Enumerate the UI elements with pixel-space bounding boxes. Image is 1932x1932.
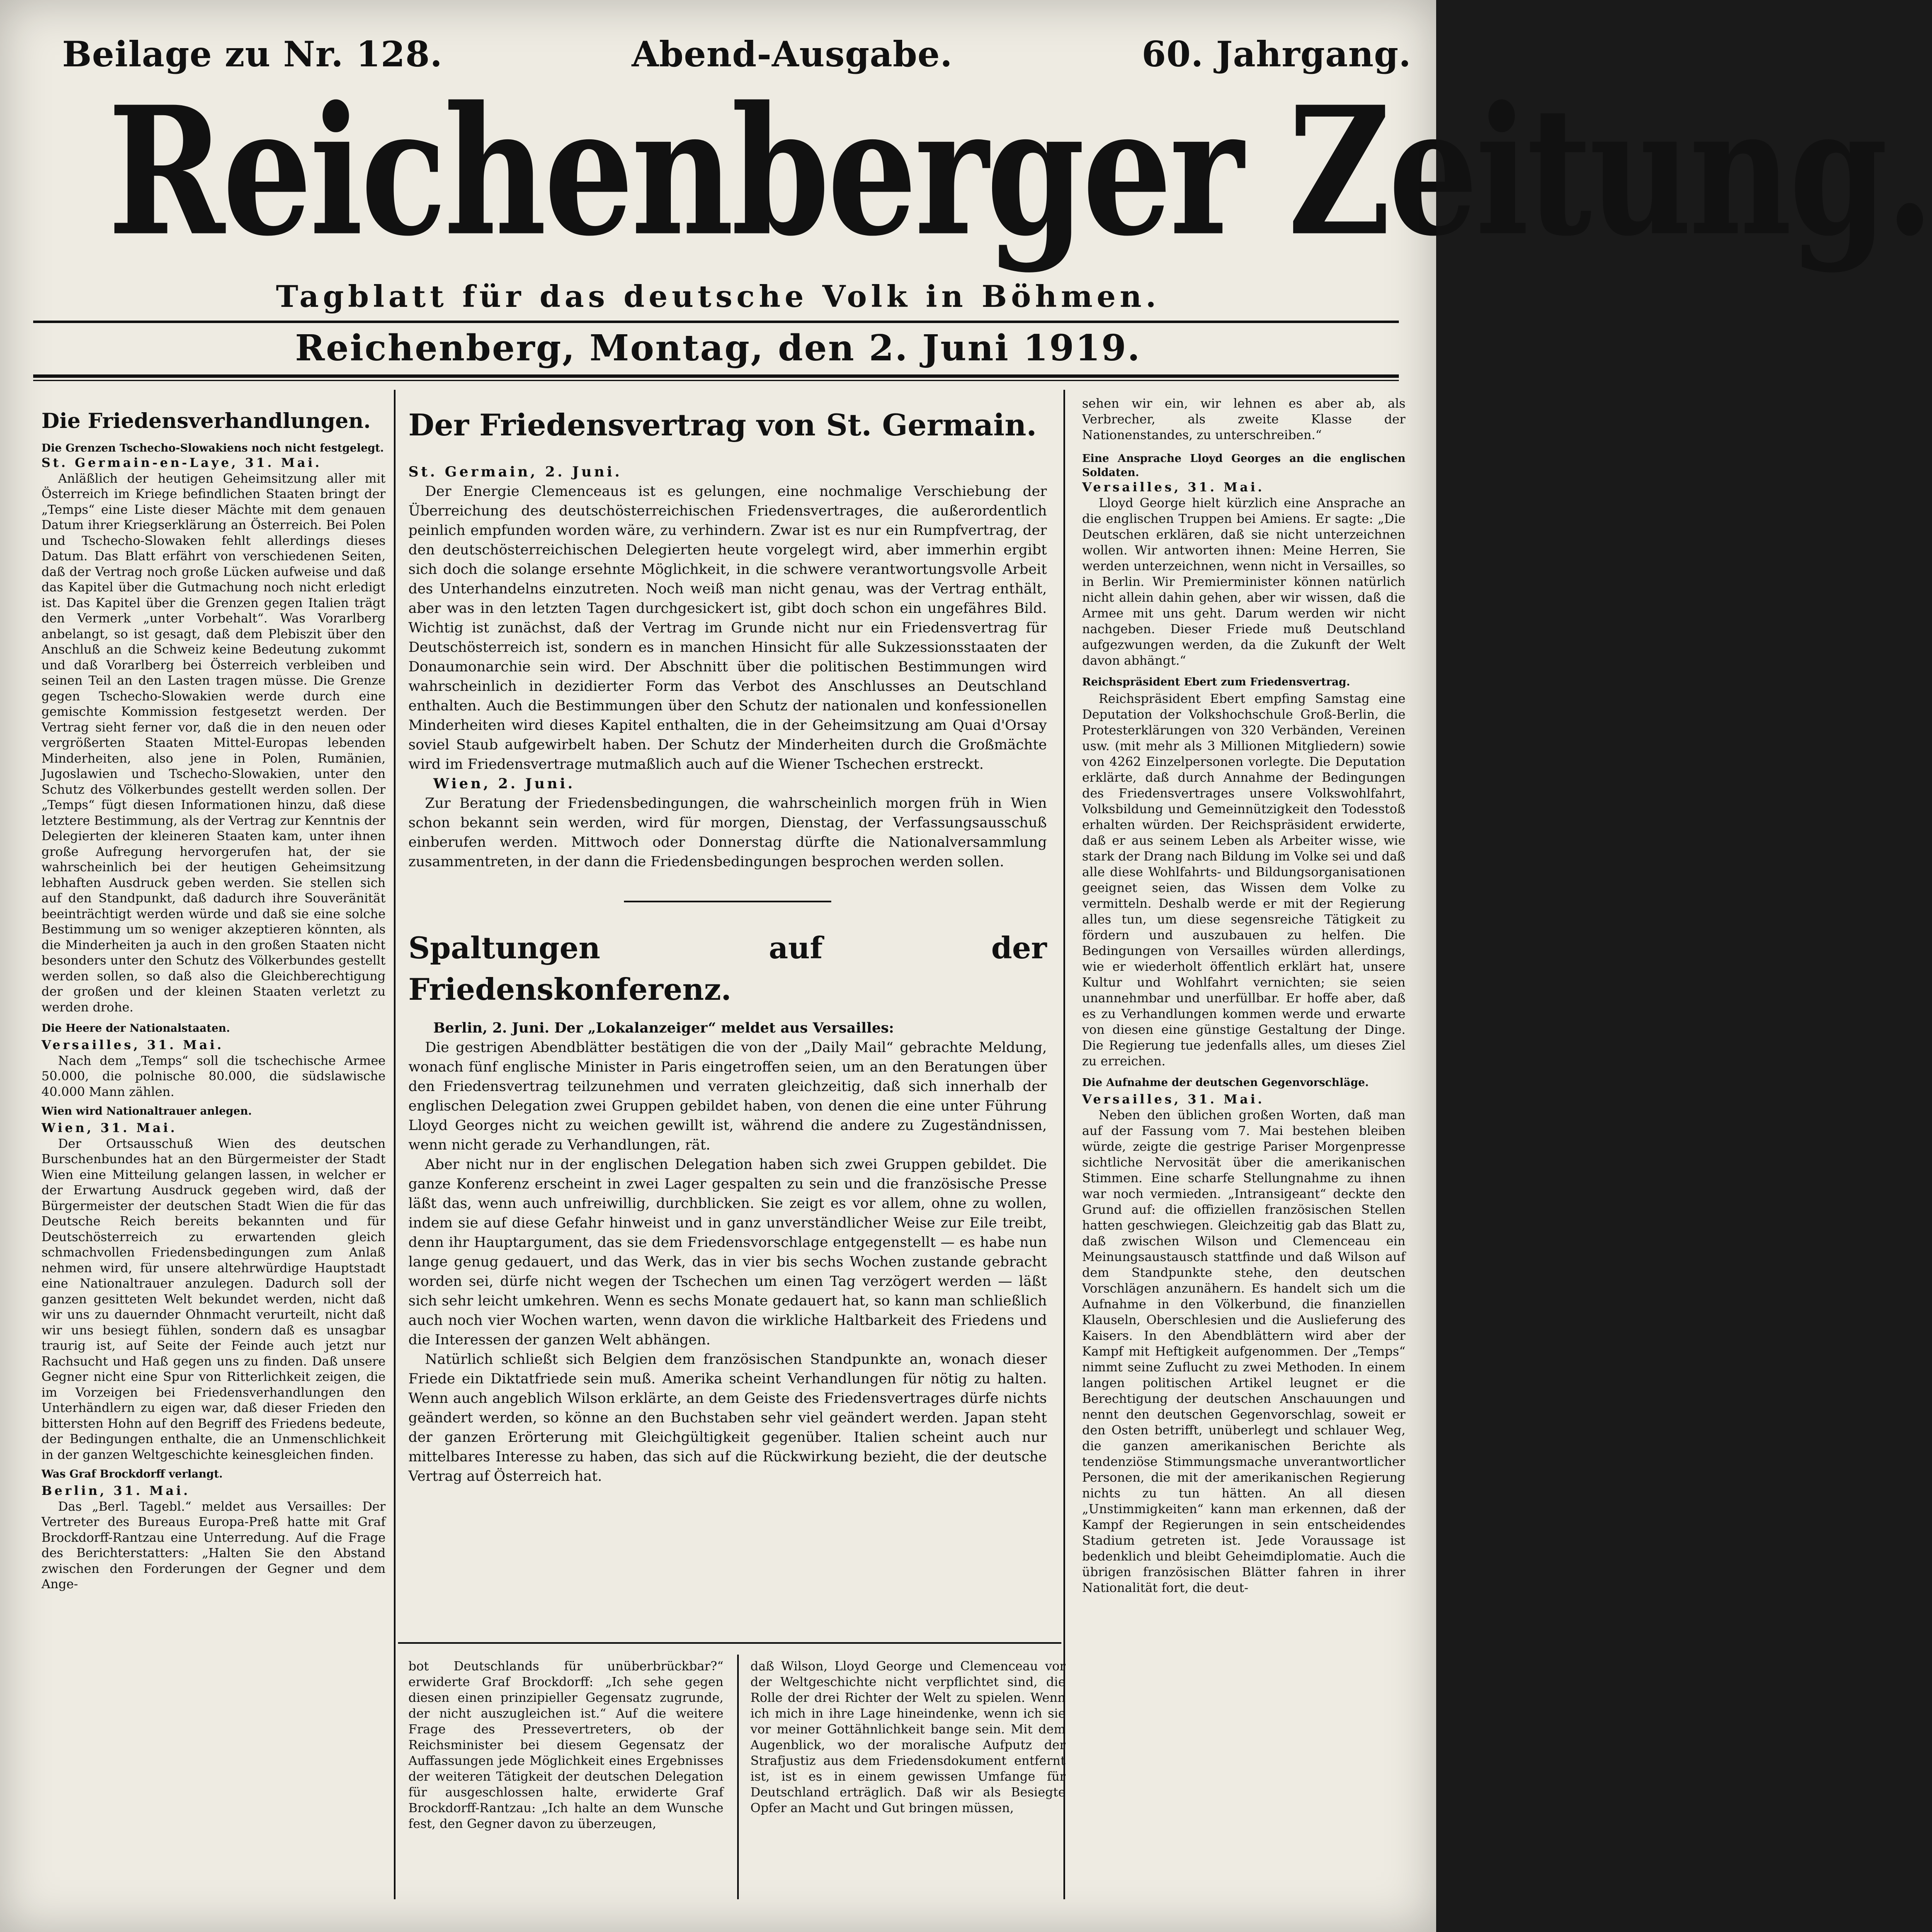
- article-heere-text: Nach dem „Temps“ soll die tschechische Armee 50.000, die polnische 80.000, die südslawische 40.000 Mann zählen.: [41, 1053, 386, 1099]
- article-spaltungen-text-2: Aber nicht nur in der englischen Delegation haben sich zwei Gruppen gebildet. Die ganze Konferenz erscheint in zwei Lager gespalten zu sein und die französische Presse läßt das, wenn auch unfreiwillig, durchblicken. Sie zeigt es vor allem, ohne zu wollen, indem sie auf diese Gefahr hinweist und in ganz unverständlicher Weise zur Eile treibt, denn ihr Hauptargument, das sie dem Friedensvorschlage entgegenstellt — es habe nun lange genug gedauert, und das Werk, das in vier bis sechs Wochen zustande gebracht worden sei, dürfe nicht wegen der Tschechen um einen Tag verzögert werden — läßt sich sehr leicht umkehren. Wenn es sechs Monate gedauert hat, so kann man schließlich auch noch vier Wochen warten, wenn davon die wirkliche Haltbarkeit des Friedens und die Interessen der ganzen Welt abhängen.: [408, 1156, 1047, 1348]
- place-berlin-1: Berlin, 31. Mai.: [41, 1484, 190, 1498]
- article-friedensvertrag-text: Der Energie Clemenceaus ist es gelungen, eine nochmalige Verschiebung der Überreichung des deutschösterreichischen Friedensvertrages, die außerordentlich peinlich empfunden worden wäre, zu verhindern. Zwar ist es nur ein Rumpfvertrag, der den deutschösterreichischen Delegierten heute vorgelegt wird, aber immerhin ergibt sich doch die solange ersehnte Möglichkeit, in die schwere verantwortungsvolle Arbeit des Unterhandelns einzutreten. Noch weiß man nicht genau, was der Vertrag enthält, aber was in den letzten Tagen durchgesickert ist, gibt doch schon ein ungefähres Bild. Wichtig ist zunächst, daß der Vertrag im Grunde nicht nur ein Friedensvertrag für Deutschösterreich ist, sondern es in manchen Hinsicht für alle Sukzessionsstaaten der Donaumonarchie sein wird. Der Abschnitt über die politischen Bestimmungen wird wahrscheinlich in dezidierter Form das Verbot des Anschlusses an Deutschland enthalten. Auch die Bestimmungen über den Schutz der nationalen und konfessionellen Minderheiten wird dieses Kapitel enthalten, die in der Geheimsitzung am Quai d'Orsay soviel Staub aufgewirbelt haben. Der Schutz der Minderheiten durch die Großmächte wird im Friedensvertrage mutmaßlich auch auf die Wiener Tschechen erstreckt.: [408, 483, 1047, 773]
- bottom-section-rule: [398, 1642, 1061, 1644]
- edition-label: Abend-Ausgabe.: [631, 33, 953, 75]
- subhead-lloyd-george: Eine Ansprache Lloyd Georges an die englischen Soldaten.: [1082, 452, 1405, 479]
- place-versailles-2: Versailles, 31. Mai.: [1082, 480, 1265, 495]
- place-st-germain-2: St. Germain, 2. Juni.: [408, 464, 622, 480]
- subhead-gegenvorschlaege: Die Aufnahme der deutschen Gegenvorschläge.: [1082, 1077, 1369, 1089]
- subhead-brockdorff: Was Graf Brockdorff verlangt.: [41, 1468, 223, 1480]
- place-st-germain: St. Germain-en-Laye, 31. Mai.: [41, 456, 322, 470]
- bottom-column-1: [408, 1659, 723, 1891]
- place-versailles-1: Versailles, 31. Mai.: [41, 1038, 224, 1052]
- place-wien-1: Wien, 31. Mai.: [41, 1121, 177, 1135]
- brockdorff-continuation-1: bot Deutschlands für unüberbrückbar?“ erwiderte Graf Brockdorff: „Ich sehe gegen diesen einen prinzipieller Gegensatz zugrunde, der nicht auszugleichen ist.“ Auf die weitere Frage des Pressevertreters, ob der Reichsminister bei diesem Gegensatz der Auffassungen jede Möglichkeit eines Ergebnisses der weiteren Tätigkeit der deutschen Delegation für ausgeschlossen halte, erwiderte Graf Brockdorff-Rantzau: „Ich halte an dem Wunsche fest, den Gegner davon zu überzeugen,: [408, 1659, 723, 1831]
- column-2: [408, 404, 1047, 1623]
- article-grenzen-text: Anläßlich der heutigen Geheimsitzung aller mit Österreich im Kriege befindlichen Staaten bringt der „Temps“ eine Liste dieser Mächte mit dem genauen Datum ihrer Kriegserklärung an Österreich. Bei Polen und Tschecho-Slowaken fehlt allerdings dieses Datum. Das Blatt erfährt von verschiedenen Seiten, daß der Vertrag noch große Lücken aufweise und daß das Kapitel über die Gutmachung noch nicht erledigt ist. Das Kapitel über die Grenzen gegen Italien trägt den Vermerk „unter Vorbehalt“. Was Vorarlberg anbelangt, so ist gesagt, daß dem Plebiszit über den Anschluß an die Schweiz keine Bedeutung zukommt und daß Vorarlberg bei Österreich verbleiben und seinen Teil an den Lasten tragen müsse. Die Grenze gegen Tschecho-Slowakien werde durch eine gemischte Kommission festgesetzt werden. Der Vertrag sieht ferner vor, daß die in den neuen oder vergrößerten Staaten Mittel-Europas lebenden Minderheiten, also jene in Polen, Rumänien, Jugoslawien und Tschecho-Slowakien, unter den Schutz des Völkerbundes gestellt werden sollen. Der „Temps“ fügt diesen Informationen hinzu, daß diese letztere Bestimmung, als der Vertrag zur Kenntnis der Delegierten der kleineren Staaten kam, unter ihnen große Aufregung hervorgerufen hat, der sie wahrscheinlich bei der heutigen Geheimsitzung lebhaften Ausdruck geben werden. Sie stellen sich auf den Standpunkt, daß dadurch ihre Souveränität beeinträchtigt werden würde und daß sie eine solche Bestimmung um so weniger akzeptieren könnten, als die Minderheiten ja auch in den großen Staaten nicht besonders unter den Schutz des Völkerbundes gestellt werden sollen, so daß also die Gleichberechtigung der großen und der kleinen Staaten verletzt zu werden drohe.: [41, 471, 386, 1015]
- place-berlin-2: Berlin, 2. Juni. Der „Lokalanzeiger“ meldet aus Versailles:: [433, 1020, 894, 1036]
- volume-label: 60. Jahrgang.: [1141, 33, 1411, 75]
- masthead-title: Reichenberger Zeitung.: [108, 68, 1932, 275]
- article-ebert-text: Reichspräsident Ebert empfing Samstag eine Deputation der Volkshochschule Groß-Berlin, die Protesterklärungen von 320 Verbänden, Vereinen usw. (mit mehr als 3 Millionen Mitgliedern) sowie von 4262 Einzelpersonen vorlegte. Die Deputation erklärte, daß durch Annahme der Bedingungen des Friedensvertrages unsere Volkswohlfahrt, Volksbildung und Gemeinnützigkeit den Todesstoß erhalten würden. Der Reichspräsident erwiderte, daß er aus seinem Leben als Arbeiter wisse, wie stark der Drang nach Bildung im Volke sei und daß alle diese Wohlfahrts- und Bildungsorganisationen geeignet seien, das Wissen dem Volke zu vermitteln. Deshalb werde er mit der Regierung alles tun, um diese segensreiche Tätigkeit zu fördern und auszubauen zu helfen. Die Bedingungen von Versailles würden allerdings, wie er wiederholt öffentlich erklärt hat, unsere Kultur und Wohlfahrt vernichten; sie seien unannehmbar und unerfüllbar. Er hoffe aber, daß es zu Verhandlungen kommen werde und erwarte von diesen eine günstige Gestaltung der Dinge. Die Regierung tue jedenfalls alles, um dieses Ziel zu erreichen.: [1082, 692, 1405, 1069]
- article-wien-text: Zur Beratung der Friedensbedingungen, die wahrscheinlich morgen früh in Wien schon bekannt sein werden, wird für morgen, Dienstag, der Verfassungsausschuß einberufen werden. Mittwoch oder Donnerstag dürfte die Nationalversammlung zusammentreten, in der dann die Friedensbedingungen besprochen werden sollen.: [408, 795, 1047, 870]
- masthead-subtitle: Tagblatt für das deutsche Volk in Böhmen.: [276, 279, 1160, 314]
- header-rule-bottom-thin: [33, 380, 1399, 381]
- header-rule-top: [33, 321, 1399, 323]
- article-brockdorff-text: Das „Berl. Tagebl.“ meldet aus Versailles: Der Vertreter des Bureaus Europa-Preß hatte mit Graf Brockdorff-Rantzau eine Unterredung. Auf die Frage des Berichterstatters: „Halten Sie den Abstand zwischen den Forderungen der Gegner und dem Ange-: [41, 1499, 386, 1592]
- subhead-heere: Die Heere der Nationalstaaten.: [41, 1022, 230, 1035]
- column-divider-bottom: [737, 1655, 739, 1899]
- column-3: [1082, 396, 1405, 1897]
- column-divider-1: [394, 390, 396, 1899]
- subhead-nationaltrauer: Wien wird Nationaltrauer anlegen.: [41, 1105, 252, 1118]
- dateline: Reichenberg, Montag, den 2. Juni 1919.: [295, 327, 1141, 369]
- subhead-ebert: Reichspräsident Ebert zum Friedensvertrag.: [1082, 676, 1350, 688]
- brockdorff-continuation-3: sehen wir ein, wir lehnen es aber ab, als Verbrecher, als zweite Klasse der Nationenstandes, zu unterschreiben.“: [1082, 396, 1405, 442]
- article-lloyd-george-text: Lloyd George hielt kürzlich eine Ansprache an die englischen Truppen bei Amiens. Er sagte: „Die Deutschen erklären, daß sie nicht unterzeichnen wollen. Wir antworten ihnen: Meine Herren, Sie werden unterzeichnen, wenn nicht in Versailles, so in Berlin. Wir Premierminister können natürlich nicht allein dahin gehen, aber wir wissen, daß die Armee mit uns geht. Darum werden wir nicht nachgeben. Dieser Friede muß Deutschland aufgezwungen werden, da die Zukunft der Welt davon abhängt.“: [1082, 496, 1405, 668]
- headline-friedensvertrag: Der Friedensvertrag von St. Germain.: [408, 407, 1037, 442]
- article-nationaltrauer-text: Der Ortsausschuß Wien des deutschen Burschenbundes hat an den Bürgermeister der Stadt Wien eine Mitteilung gelangen lassen, in welcher er der Erwartung Ausdruck gegeben wird, daß der Bürgermeister der deutschen Stadt Wien die für das Deutsche Reich bereits bekannten und für Deutschösterreich zu erwartenden gleich schmachvollen Friedensbedingungen zum Anlaß nehmen wird, für unsere altehrwürdige Hauptstadt eine Nationaltrauer anzulegen. Dadurch soll der ganzen gesitteten Welt bekundet werden, nicht daß wir uns zu dauernder Ohnmacht verurteilt, nicht daß wir uns besiegt fühlen, sondern daß es unsagbar traurig ist, auf Seite der Feinde auch jetzt nur Rachsucht und Haß gegen uns zu finden. Daß unsere Gegner nicht eine Spur von Ritterlichkeit zeigen, die im Vorzeigen bei Friedensverhandlungen den Unterhändlern zu eigen war, daß dieser Frieden den bittersten Hohn auf den Begriff des Friedens bedeute, der Bedingungen enthalte, die an Unmenschlichkeit in der ganzen Weltgeschichte keinesgleichen finden.: [41, 1136, 386, 1462]
- supplement-label: Beilage zu Nr. 128.: [62, 33, 443, 75]
- place-versailles-3: Versailles, 31. Mai.: [1082, 1092, 1265, 1107]
- brockdorff-continuation-2: daß Wilson, Lloyd George und Clemenceau vor der Weltgeschichte nicht verpflichtet sind, die Rolle der drei Richter der Welt zu spielen. Wenn ich mich in ihre Lage hineindenke, wenn ich sie vor meiner Gottähnlichkeit bange sein. Mit dem Augenblick, wo der moralische Aufputz der Strafjustiz aus dem Friedensdokument entfernt ist, ist es in einem gewissen Umfange für Deutschland erträglich. Daß wir als Besiegte Opfer an Macht und Gut bringen müssen,: [750, 1659, 1066, 1815]
- subhead-grenzen: Die Grenzen Tschecho-Slowakiens noch nicht festgelegt.: [41, 442, 384, 454]
- article-spaltungen-text-1: Die gestrigen Abendblätter bestätigen die von der „Daily Mail“ gebrachte Meldung, wonach fünf englische Minister in Paris eingetroffen seien, um an den Beratungen über den Friedensvertrag teilzunehmen und verraten gleichzeitig, daß sich innerhalb der englischen Delegation zwei Gruppen gebildet haben, von denen die eine unter Führung Lloyd Georges nicht zu weichen gewillt ist, während die andere zu Zugeständnissen, wenn nicht gerade zu Verhandlungen, rät.: [408, 1039, 1047, 1153]
- article-gegenvorschlaege-text: Neben den üblichen großen Worten, daß man auf der Fassung vom 7. Mai bestehen bleiben würde, zeigte die gestrige Pariser Morgenpresse sichtliche Nervosität über die amerikanischen Stimmen. Eine scharfe Stellungnahme zu ihnen war noch vermieden. „Intransigeant“ deckte den Grund auf: die offiziellen französischen Stellen hatten geschwiegen. Gleichzeitig gab das Blatt zu, daß zwischen Wilson und Clemenceau ein Meinungsaustausch stattfinde und daß Wilson auf dem Standpunkte stehe, den deutschen Vorschlägen anzunähern. Es handelt sich um die Aufnahme in den Völkerbund, die finanziellen Klauseln, Oberschlesien und die Auslieferung des Kaisers. In den Abendblättern wird aber der Kampf mit Heftigkeit aufgenommen. Der „Temps“ nimmt seine Zuflucht zu zwei Methoden. In einem langen politischen Artikel leugnet er die Berechtigung der deutschen Anschauungen und nennt den deutschen Gegenvorschlag, soweit er den Osten betrifft, unüberlegt und schlauer Weg, die ganzen amerikanischen Berichte als tendenziöse Stimmungsmache unverantwortlicher Personen, die mit der amerikanischen Regierung nichts zu tun hätten. An all diesen „Unstimmigkeiten“ kann man erkennen, daß der Kampf der Regierungen in sein entscheidendes Stadium getreten ist. Jede Voraussage ist bedenklich und bleibt Geheimdiplomatie. Auch die übrigen französischen Blätter fahren in ihrer Nationalität fort, die deut-: [1082, 1108, 1405, 1595]
- column-1: [41, 406, 386, 1829]
- headline-spaltungen: Spaltungen auf der Friedenskonferenz.: [408, 930, 1047, 1007]
- headline-friedensverhandlungen: Die Friedensverhandlungen.: [41, 408, 371, 433]
- bottom-column-2: [750, 1659, 1066, 1891]
- article-spaltungen-text-3: Natürlich schließt sich Belgien dem französischen Standpunkte an, wonach dieser Friede ein Diktatfriede sein muß. Amerika scheint Verhandlungen für nötig zu halten. Wenn auch angeblich Wilson erklärte, an dem Geiste des Friedensvertrages dürfe nichts geändert werden, so könne an den Buchstaben sehr viel geändert werden. Japan steht der ganzen Erörterung mit Gleichgültigkeit gegenüber. Italien scheint auch nur mittelbares Interesse zu haben, das sich auf die Rückwirkung bezieht, die der deutsche Vertrag auf Österreich hat.: [408, 1351, 1047, 1485]
- article-separator: [624, 901, 831, 902]
- header-rule-bottom: [33, 374, 1399, 378]
- place-wien-2: Wien, 2. Juni.: [433, 775, 575, 792]
